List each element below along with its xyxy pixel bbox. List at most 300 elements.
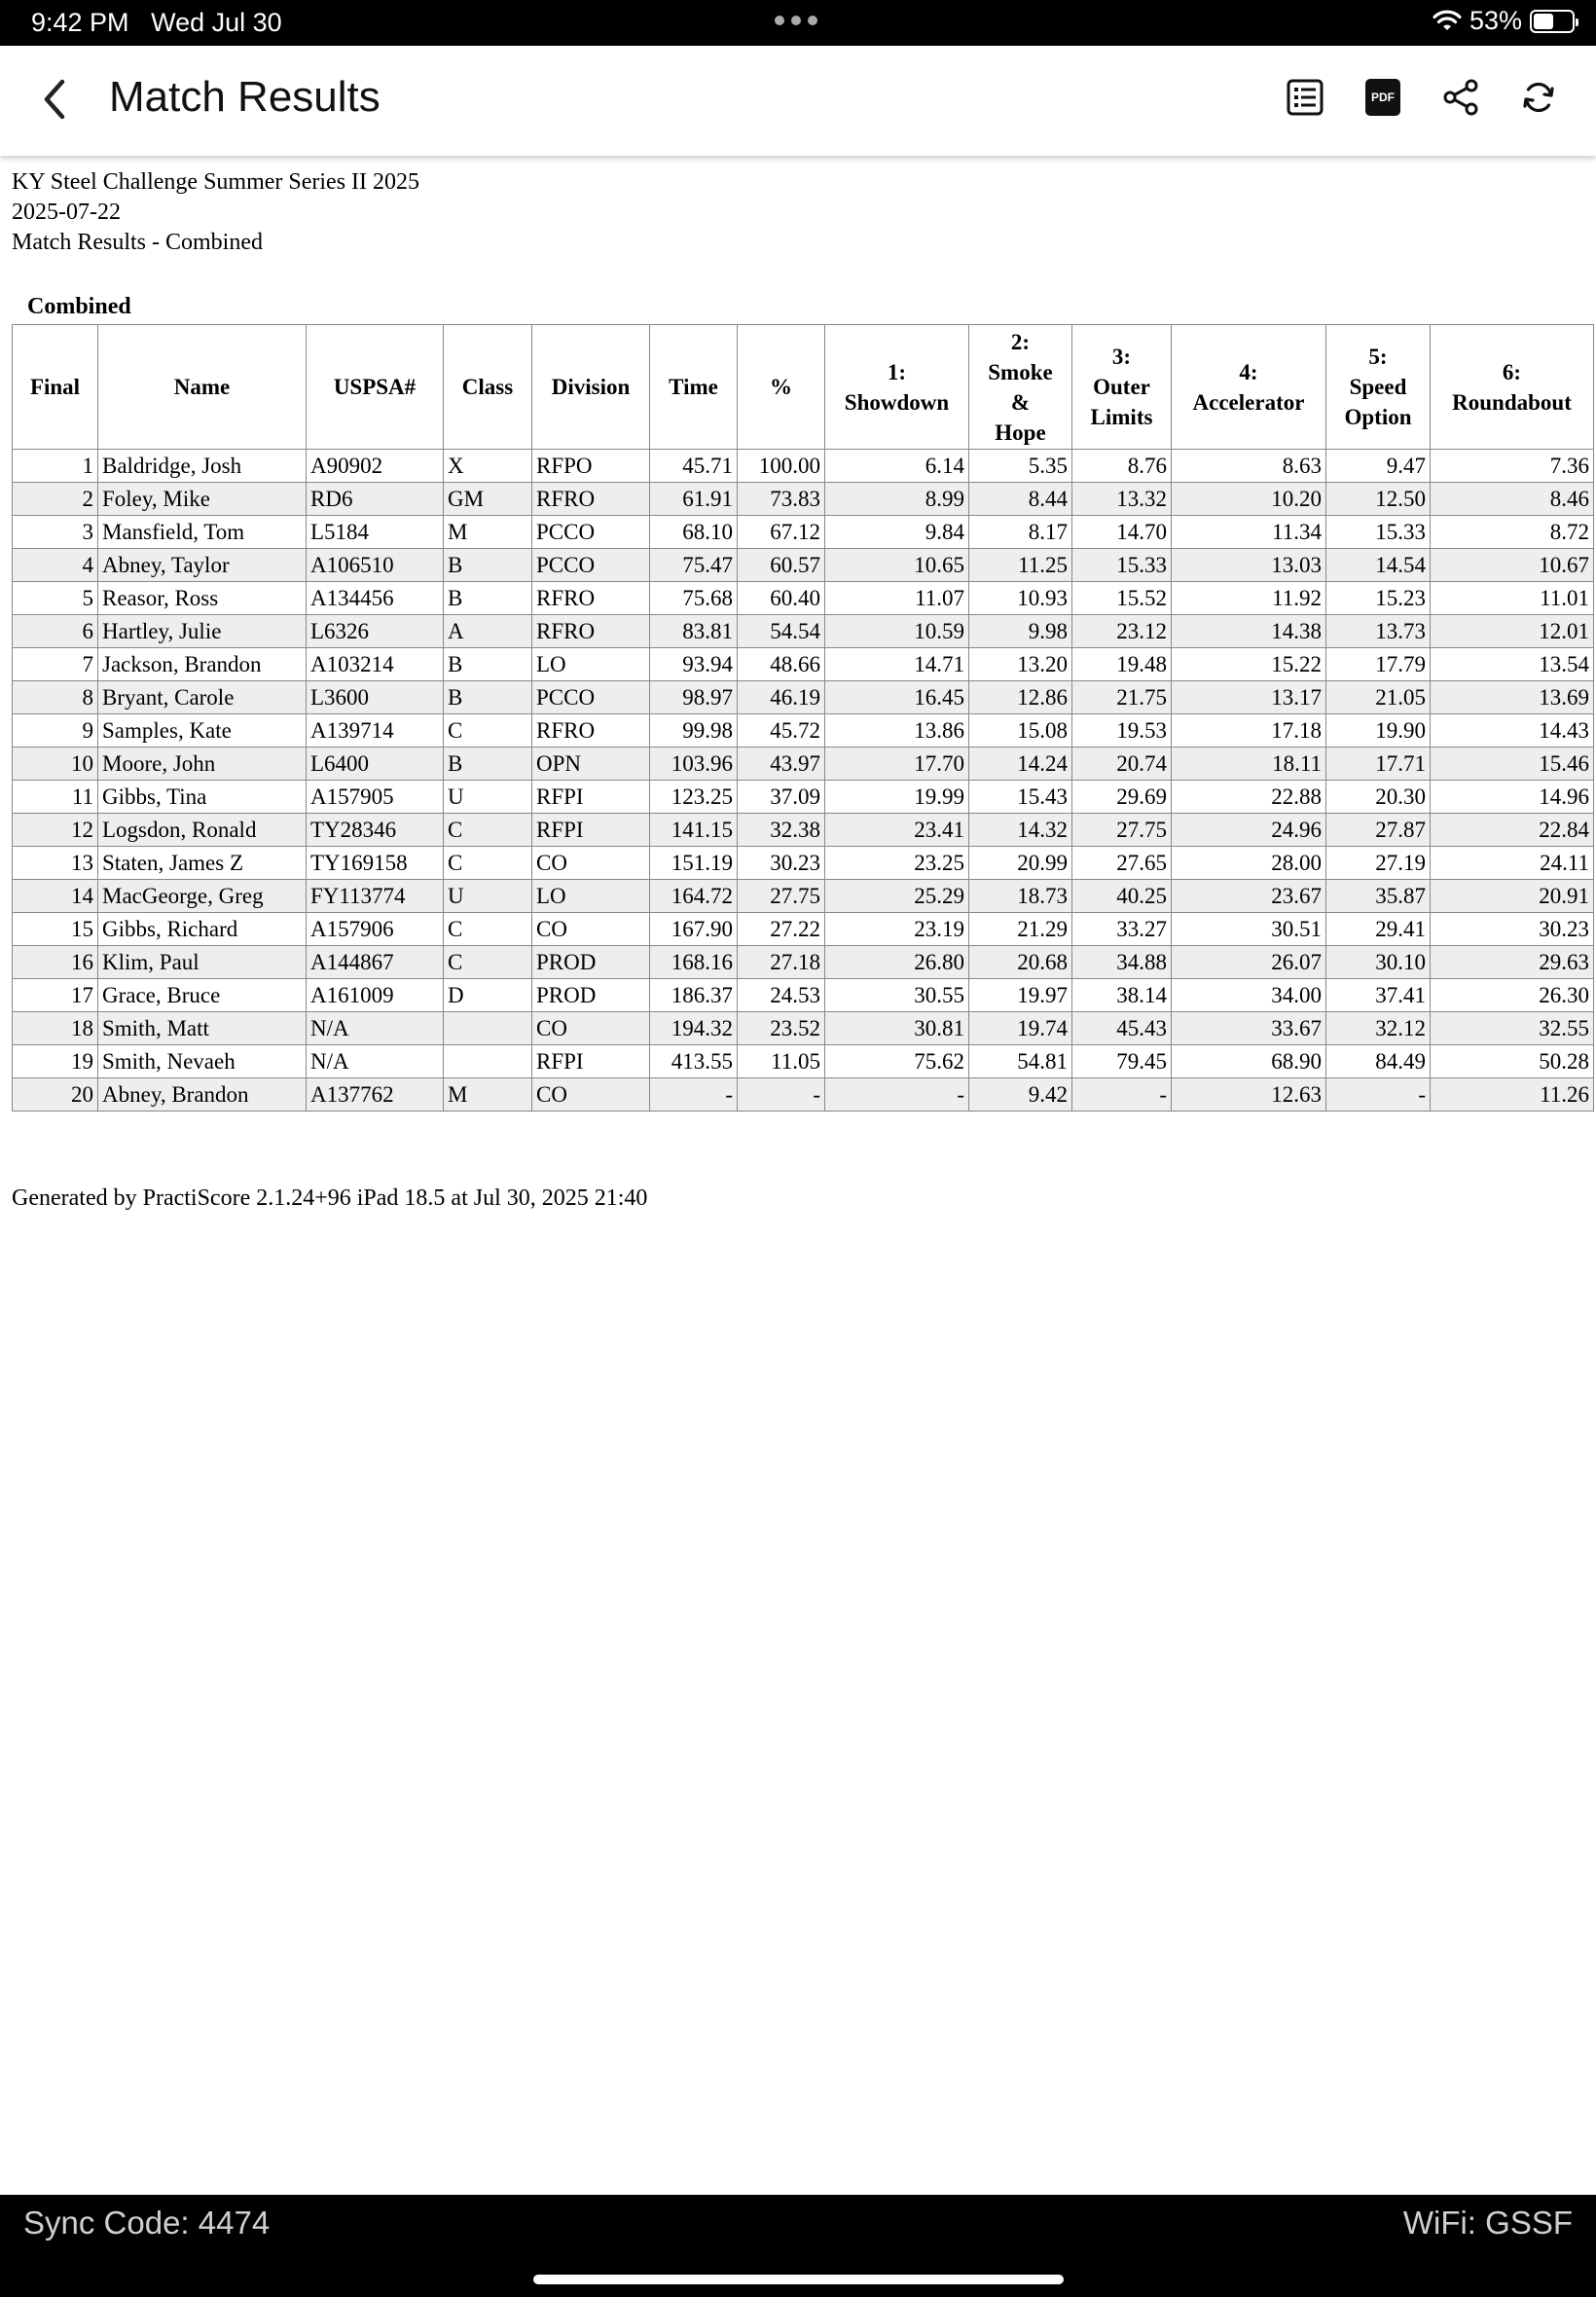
cell-percent: 54.54 <box>738 615 825 648</box>
cell-percent: 27.75 <box>738 880 825 913</box>
page-title: Match Results <box>109 73 381 121</box>
cell-percent: 60.57 <box>738 549 825 582</box>
cell-uspsa: N/A <box>307 1012 444 1045</box>
cell-class: A <box>444 615 532 648</box>
cell-division: PROD <box>532 979 650 1012</box>
header-percent[interactable]: % <box>738 325 825 450</box>
cell-stage-5: 20.30 <box>1326 781 1431 814</box>
cell-name: Moore, John <box>98 747 307 781</box>
cell-class <box>444 1045 532 1078</box>
cell-name: Foley, Mike <box>98 483 307 516</box>
cell-name: Staten, James Z <box>98 847 307 880</box>
results-table <box>12 324 1594 1112</box>
header-uspsa[interactable]: USPSA# <box>307 325 444 450</box>
cell-final: 2 <box>13 483 98 516</box>
cell-time: 103.96 <box>650 747 738 781</box>
cell-stage-2: 54.81 <box>969 1045 1072 1078</box>
cell-name: Jackson, Brandon <box>98 648 307 681</box>
cell-stage-3: 29.69 <box>1072 781 1172 814</box>
cell-name: Samples, Kate <box>98 714 307 747</box>
cell-time: 194.32 <box>650 1012 738 1045</box>
cell-percent: 30.23 <box>738 847 825 880</box>
pdf-export-button[interactable] <box>1362 77 1403 118</box>
cell-stage-5: 19.90 <box>1326 714 1431 747</box>
header-stage-2[interactable]: 2: Smoke & Hope <box>969 325 1072 450</box>
table-row[interactable] <box>13 549 1594 582</box>
cell-stage-3: 79.45 <box>1072 1045 1172 1078</box>
cell-class: C <box>444 714 532 747</box>
cell-final: 5 <box>13 582 98 615</box>
cell-class: B <box>444 747 532 781</box>
cell-name: Grace, Bruce <box>98 979 307 1012</box>
cell-final: 18 <box>13 1012 98 1045</box>
cell-percent: 43.97 <box>738 747 825 781</box>
cell-stage-3: 27.65 <box>1072 847 1172 880</box>
table-header-row <box>13 325 1594 450</box>
cell-stage-6: 8.46 <box>1431 483 1594 516</box>
table-row[interactable] <box>13 913 1594 946</box>
cell-percent: 46.19 <box>738 681 825 714</box>
table-row[interactable] <box>13 747 1594 781</box>
cell-stage-5: 21.05 <box>1326 681 1431 714</box>
cell-stage-6: 13.69 <box>1431 681 1594 714</box>
cell-time: 98.97 <box>650 681 738 714</box>
cell-uspsa: A90902 <box>307 450 444 483</box>
cell-time: 75.68 <box>650 582 738 615</box>
cell-time: 99.98 <box>650 714 738 747</box>
cell-stage-1: 25.29 <box>825 880 969 913</box>
cell-percent: 100.00 <box>738 450 825 483</box>
cell-division: RFRO <box>532 714 650 747</box>
cell-name: Abney, Taylor <box>98 549 307 582</box>
cell-stage-3: 15.52 <box>1072 582 1172 615</box>
section-title: Combined <box>27 294 131 319</box>
cell-stage-3: 19.48 <box>1072 648 1172 681</box>
cell-stage-5: 84.49 <box>1326 1045 1431 1078</box>
cell-time: 413.55 <box>650 1045 738 1078</box>
cell-division: CO <box>532 1012 650 1045</box>
cell-stage-5: 14.54 <box>1326 549 1431 582</box>
cell-stage-5: 9.47 <box>1326 450 1431 483</box>
cell-stage-5: 17.71 <box>1326 747 1431 781</box>
cell-stage-2: 8.17 <box>969 516 1072 549</box>
cell-stage-4: 34.00 <box>1172 979 1326 1012</box>
cell-uspsa: TY169158 <box>307 847 444 880</box>
cell-division: PCCO <box>532 681 650 714</box>
cell-name: MacGeorge, Greg <box>98 880 307 913</box>
table-row[interactable] <box>13 1012 1594 1045</box>
table-row[interactable] <box>13 582 1594 615</box>
cell-name: Gibbs, Richard <box>98 913 307 946</box>
cell-percent: 11.05 <box>738 1045 825 1078</box>
table-row[interactable] <box>13 516 1594 549</box>
cell-stage-2: 14.24 <box>969 747 1072 781</box>
cell-stage-1: 17.70 <box>825 747 969 781</box>
cell-class: B <box>444 549 532 582</box>
table-row[interactable] <box>13 880 1594 913</box>
cell-stage-5: 30.10 <box>1326 946 1431 979</box>
cell-stage-3: 15.33 <box>1072 549 1172 582</box>
cell-time: 151.19 <box>650 847 738 880</box>
cell-stage-3: 27.75 <box>1072 814 1172 847</box>
cell-stage-5: 35.87 <box>1326 880 1431 913</box>
cell-uspsa: L6400 <box>307 747 444 781</box>
cell-uspsa: A139714 <box>307 714 444 747</box>
cell-division: CO <box>532 913 650 946</box>
cell-stage-2: 10.93 <box>969 582 1072 615</box>
cell-stage-4: 68.90 <box>1172 1045 1326 1078</box>
table-row[interactable] <box>13 648 1594 681</box>
table-row[interactable] <box>13 681 1594 714</box>
cell-percent: 37.09 <box>738 781 825 814</box>
header-class[interactable]: Class <box>444 325 532 450</box>
nav-actions <box>1285 77 1559 118</box>
cell-class: B <box>444 582 532 615</box>
cell-name: Abney, Brandon <box>98 1078 307 1112</box>
cell-stage-4: 28.00 <box>1172 847 1326 880</box>
home-indicator[interactable] <box>533 2275 1064 2284</box>
cell-stage-2: 18.73 <box>969 880 1072 913</box>
cell-stage-4: 13.17 <box>1172 681 1326 714</box>
cell-stage-5: 27.19 <box>1326 847 1431 880</box>
cell-class <box>444 1012 532 1045</box>
header-final[interactable]: Final <box>13 325 98 450</box>
cell-uspsa: TY28346 <box>307 814 444 847</box>
battery-icon <box>1530 10 1575 33</box>
cell-uspsa: N/A <box>307 1045 444 1078</box>
cell-time: 93.94 <box>650 648 738 681</box>
header-stage-6[interactable]: 6: Roundabout <box>1431 325 1594 450</box>
table-row[interactable] <box>13 714 1594 747</box>
cell-stage-5: 27.87 <box>1326 814 1431 847</box>
cell-class: C <box>444 913 532 946</box>
cell-stage-3: 40.25 <box>1072 880 1172 913</box>
cell-uspsa: A157905 <box>307 781 444 814</box>
header-stage-5[interactable]: 5: Speed Option <box>1326 325 1431 450</box>
cell-stage-1: 23.41 <box>825 814 969 847</box>
cell-time: 164.72 <box>650 880 738 913</box>
cell-final: 15 <box>13 913 98 946</box>
cell-division: CO <box>532 847 650 880</box>
cell-final: 3 <box>13 516 98 549</box>
cell-stage-2: 15.08 <box>969 714 1072 747</box>
cell-division: RFPI <box>532 781 650 814</box>
cell-stage-3: 19.53 <box>1072 714 1172 747</box>
cell-final: 13 <box>13 847 98 880</box>
nav-bar <box>0 46 1596 156</box>
cell-final: 4 <box>13 549 98 582</box>
cell-class: M <box>444 1078 532 1112</box>
cell-name: Gibbs, Tina <box>98 781 307 814</box>
cell-stage-4: 10.20 <box>1172 483 1326 516</box>
cell-name: Hartley, Julie <box>98 615 307 648</box>
pdf-icon: PDF <box>1365 79 1400 116</box>
cell-stage-6: 50.28 <box>1431 1045 1594 1078</box>
cell-stage-6: 14.43 <box>1431 714 1594 747</box>
header-time[interactable]: Time <box>650 325 738 450</box>
cell-uspsa: A106510 <box>307 549 444 582</box>
cell-stage-5: 29.41 <box>1326 913 1431 946</box>
cell-stage-4: 12.63 <box>1172 1078 1326 1112</box>
cell-stage-3: 38.14 <box>1072 979 1172 1012</box>
cell-name: Smith, Matt <box>98 1012 307 1045</box>
cell-stage-4: 11.92 <box>1172 582 1326 615</box>
status-bar <box>0 0 1596 46</box>
cell-stage-2: 11.25 <box>969 549 1072 582</box>
cell-stage-6: 11.01 <box>1431 582 1594 615</box>
list-icon <box>1287 79 1324 116</box>
report-header <box>12 167 419 258</box>
cell-final: 17 <box>13 979 98 1012</box>
cell-final: 10 <box>13 747 98 781</box>
header-stage-3[interactable]: 3: Outer Limits <box>1072 325 1172 450</box>
header-stage-4[interactable]: 4: Accelerator <box>1172 325 1326 450</box>
cell-percent: 24.53 <box>738 979 825 1012</box>
cell-stage-1: 11.07 <box>825 582 969 615</box>
cell-uspsa: A103214 <box>307 648 444 681</box>
back-button[interactable] <box>35 75 74 124</box>
cell-uspsa: L3600 <box>307 681 444 714</box>
cell-stage-2: 13.20 <box>969 648 1072 681</box>
table-row[interactable] <box>13 847 1594 880</box>
cell-class: B <box>444 648 532 681</box>
cell-stage-4: 23.67 <box>1172 880 1326 913</box>
cell-percent: 67.12 <box>738 516 825 549</box>
cell-stage-5: 37.41 <box>1326 979 1431 1012</box>
cell-name: Mansfield, Tom <box>98 516 307 549</box>
share-button[interactable] <box>1440 77 1481 118</box>
cell-percent: 73.83 <box>738 483 825 516</box>
cell-division: PROD <box>532 946 650 979</box>
cell-stage-6: 30.23 <box>1431 913 1594 946</box>
cell-class: U <box>444 781 532 814</box>
cell-stage-3: 34.88 <box>1072 946 1172 979</box>
cell-percent: 32.38 <box>738 814 825 847</box>
cell-stage-1: 19.99 <box>825 781 969 814</box>
table-row[interactable] <box>13 946 1594 979</box>
cell-time: 141.15 <box>650 814 738 847</box>
cell-time: 168.16 <box>650 946 738 979</box>
cell-stage-1: 30.55 <box>825 979 969 1012</box>
cell-percent: 27.22 <box>738 913 825 946</box>
cell-stage-4: 18.11 <box>1172 747 1326 781</box>
cell-stage-3: 20.74 <box>1072 747 1172 781</box>
cell-stage-2: 20.99 <box>969 847 1072 880</box>
cell-percent: 45.72 <box>738 714 825 747</box>
cell-time: 186.37 <box>650 979 738 1012</box>
cell-stage-4: 13.03 <box>1172 549 1326 582</box>
cell-stage-6: 11.26 <box>1431 1078 1594 1112</box>
cell-stage-4: 17.18 <box>1172 714 1326 747</box>
cell-name: Baldridge, Josh <box>98 450 307 483</box>
cell-stage-6: 15.46 <box>1431 747 1594 781</box>
cell-stage-1: 14.71 <box>825 648 969 681</box>
cell-division: RFPI <box>532 1045 650 1078</box>
cell-stage-5: - <box>1326 1078 1431 1112</box>
cell-percent: - <box>738 1078 825 1112</box>
cell-stage-1: 10.65 <box>825 549 969 582</box>
cell-stage-6: 24.11 <box>1431 847 1594 880</box>
cell-stage-1: 6.14 <box>825 450 969 483</box>
cell-stage-3: - <box>1072 1078 1172 1112</box>
cell-name: Reasor, Ross <box>98 582 307 615</box>
cell-stage-2: 8.44 <box>969 483 1072 516</box>
cell-stage-4: 11.34 <box>1172 516 1326 549</box>
status-time <box>31 8 282 38</box>
cell-stage-3: 33.27 <box>1072 913 1172 946</box>
cell-final: 9 <box>13 714 98 747</box>
table-row[interactable] <box>13 450 1594 483</box>
report-subtitle: Match Results - Combined <box>12 230 263 255</box>
cell-stage-1: 23.25 <box>825 847 969 880</box>
cell-final: 7 <box>13 648 98 681</box>
cell-stage-2: 12.86 <box>969 681 1072 714</box>
header-stage-1[interactable]: 1: Showdown <box>825 325 969 450</box>
cell-uspsa: A157906 <box>307 913 444 946</box>
bottom-bar <box>0 2195 1596 2297</box>
wifi-icon <box>1433 10 1462 33</box>
table-row[interactable] <box>13 1078 1594 1112</box>
cell-stage-1: 26.80 <box>825 946 969 979</box>
cell-stage-6: 12.01 <box>1431 615 1594 648</box>
cell-name: Bryant, Carole <box>98 681 307 714</box>
cell-stage-4: 22.88 <box>1172 781 1326 814</box>
cell-uspsa: RD6 <box>307 483 444 516</box>
cell-time: 68.10 <box>650 516 738 549</box>
cell-stage-3: 23.12 <box>1072 615 1172 648</box>
cell-final: 1 <box>13 450 98 483</box>
cell-name: Klim, Paul <box>98 946 307 979</box>
match-date: 2025-07-22 <box>12 200 121 225</box>
cell-stage-6: 26.30 <box>1431 979 1594 1012</box>
cell-percent: 48.66 <box>738 648 825 681</box>
cell-class: X <box>444 450 532 483</box>
cell-division: LO <box>532 648 650 681</box>
table-row[interactable] <box>13 979 1594 1012</box>
cell-final: 14 <box>13 880 98 913</box>
table-row[interactable] <box>13 615 1594 648</box>
share-icon <box>1442 79 1479 116</box>
cell-time: 167.90 <box>650 913 738 946</box>
cell-stage-6: 20.91 <box>1431 880 1594 913</box>
status-clock: 9:42 PM <box>31 8 129 37</box>
cell-final: 6 <box>13 615 98 648</box>
cell-division: RFPI <box>532 814 650 847</box>
status-date: Wed Jul 30 <box>151 8 282 37</box>
cell-uspsa: A161009 <box>307 979 444 1012</box>
cell-time: 75.47 <box>650 549 738 582</box>
list-view-button[interactable] <box>1285 77 1325 118</box>
cell-stage-4: 26.07 <box>1172 946 1326 979</box>
cell-final: 19 <box>13 1045 98 1078</box>
cell-uspsa: A144867 <box>307 946 444 979</box>
cell-stage-2: 15.43 <box>969 781 1072 814</box>
cell-stage-1: 30.81 <box>825 1012 969 1045</box>
cell-uspsa: A137762 <box>307 1078 444 1112</box>
cell-percent: 27.18 <box>738 946 825 979</box>
cell-final: 8 <box>13 681 98 714</box>
cell-stage-5: 32.12 <box>1326 1012 1431 1045</box>
multitasking-dots-icon[interactable] <box>775 16 817 25</box>
cell-stage-6: 10.67 <box>1431 549 1594 582</box>
table-row[interactable] <box>13 781 1594 814</box>
cell-percent: 23.52 <box>738 1012 825 1045</box>
cell-stage-3: 45.43 <box>1072 1012 1172 1045</box>
table-row[interactable] <box>13 814 1594 847</box>
sync-code: Sync Code: 4474 <box>23 2205 271 2241</box>
chevron-left-icon <box>41 78 68 121</box>
cell-stage-1: - <box>825 1078 969 1112</box>
cell-stage-5: 13.73 <box>1326 615 1431 648</box>
cell-stage-4: 15.22 <box>1172 648 1326 681</box>
cell-class: U <box>444 880 532 913</box>
cell-stage-1: 8.99 <box>825 483 969 516</box>
cell-time: 83.81 <box>650 615 738 648</box>
cell-stage-4: 8.63 <box>1172 450 1326 483</box>
cell-stage-5: 15.23 <box>1326 582 1431 615</box>
cell-stage-4: 33.67 <box>1172 1012 1326 1045</box>
cell-name: Logsdon, Ronald <box>98 814 307 847</box>
cell-class: M <box>444 516 532 549</box>
cell-stage-2: 20.68 <box>969 946 1072 979</box>
cell-time: 45.71 <box>650 450 738 483</box>
cell-uspsa: A134456 <box>307 582 444 615</box>
cell-division: PCCO <box>532 516 650 549</box>
cell-stage-1: 75.62 <box>825 1045 969 1078</box>
cell-division: OPN <box>532 747 650 781</box>
cell-stage-4: 24.96 <box>1172 814 1326 847</box>
cell-stage-1: 10.59 <box>825 615 969 648</box>
table-row[interactable] <box>13 1045 1594 1078</box>
cell-stage-1: 23.19 <box>825 913 969 946</box>
cell-stage-3: 21.75 <box>1072 681 1172 714</box>
cell-final: 11 <box>13 781 98 814</box>
cell-final: 20 <box>13 1078 98 1112</box>
cell-stage-2: 5.35 <box>969 450 1072 483</box>
cell-stage-3: 14.70 <box>1072 516 1172 549</box>
cell-stage-6: 22.84 <box>1431 814 1594 847</box>
sync-button[interactable] <box>1518 77 1559 118</box>
header-name[interactable]: Name <box>98 325 307 450</box>
cell-stage-4: 14.38 <box>1172 615 1326 648</box>
status-indicators <box>1433 6 1575 36</box>
header-division[interactable]: Division <box>532 325 650 450</box>
cell-stage-3: 8.76 <box>1072 450 1172 483</box>
cell-division: CO <box>532 1078 650 1112</box>
cell-division: RFRO <box>532 483 650 516</box>
results-body <box>13 450 1594 1112</box>
cell-stage-2: 9.42 <box>969 1078 1072 1112</box>
cell-stage-6: 32.55 <box>1431 1012 1594 1045</box>
generated-by-note: Generated by PractiScore 2.1.24+96 iPad 18.5 at Jul 30, 2025 21:40 <box>12 1185 648 1211</box>
cell-class: C <box>444 946 532 979</box>
wifi-status: WiFi: GSSF <box>1402 2205 1573 2241</box>
cell-stage-6: 8.72 <box>1431 516 1594 549</box>
cell-division: RFPO <box>532 450 650 483</box>
cell-final: 12 <box>13 814 98 847</box>
battery-percent: 53% <box>1469 6 1522 35</box>
cell-time: 61.91 <box>650 483 738 516</box>
cell-class: GM <box>444 483 532 516</box>
cell-class: D <box>444 979 532 1012</box>
table-row[interactable] <box>13 483 1594 516</box>
cell-stage-6: 29.63 <box>1431 946 1594 979</box>
cell-stage-6: 7.36 <box>1431 450 1594 483</box>
cell-division: RFRO <box>532 615 650 648</box>
cell-uspsa: FY113774 <box>307 880 444 913</box>
cell-stage-1: 16.45 <box>825 681 969 714</box>
cell-uspsa: L5184 <box>307 516 444 549</box>
